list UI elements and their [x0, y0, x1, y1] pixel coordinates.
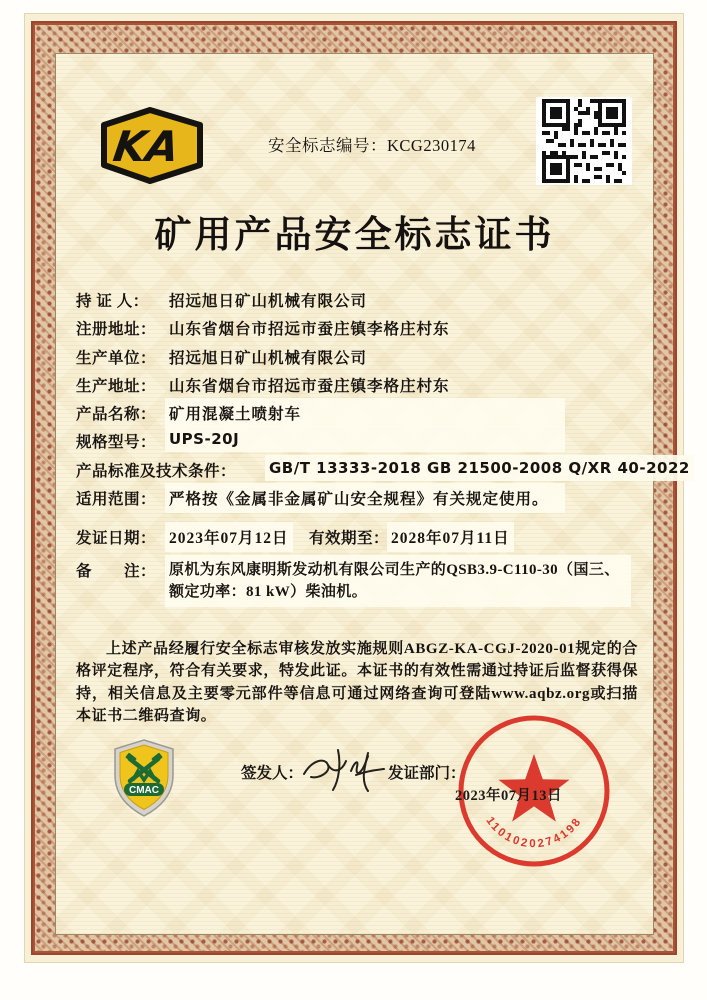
- field-row-model: [56, 430, 653, 454]
- certificate-number-label: 安全标志编号：: [268, 136, 387, 155]
- qr-code: [536, 97, 632, 185]
- field-value: 山东省烟台市招远市蚕庄镇李格庄村东: [169, 321, 450, 338]
- field-label: 持 证 人：: [76, 293, 149, 310]
- field-row-product-name: [56, 402, 653, 426]
- ka-logo-text: KA: [110, 122, 183, 171]
- field-row-reg-address: [56, 317, 653, 341]
- remark-row: [56, 559, 653, 607]
- field-label: 注册地址：: [76, 321, 157, 338]
- field-row-manufacturer: [56, 346, 653, 370]
- field-value: 招远旭日矿山机械有限公司: [169, 293, 368, 310]
- field-value: 严格按《金属非金属矿山安全规程》有关规定使用。: [169, 487, 561, 509]
- remark-label: 备 注：: [76, 563, 157, 580]
- cmac-shield-logo-icon: [111, 738, 177, 818]
- issue-date-label: 发证日期：: [76, 530, 157, 547]
- svg-text:安标国家矿用产品安全标志中心有限公司: [462, 867, 606, 870]
- cmac-logo-text: CMAC: [129, 785, 159, 796]
- field-row-holder: [56, 289, 653, 313]
- field-value: 矿用混凝土喷射车: [169, 402, 561, 424]
- dates-row: [56, 526, 653, 550]
- certificate-title: 矿用产品安全标志证书: [154, 215, 555, 256]
- field-label: 适用范围：: [76, 491, 157, 508]
- certificate-body: [55, 53, 690, 935]
- stamp-organization-text: [462, 867, 606, 870]
- issue-date-value: 2023年07月12日: [169, 526, 289, 548]
- certificate-number-value: KCG230174: [387, 136, 476, 155]
- field-value: 山东省烟台市招远市蚕庄镇李格庄村东: [169, 378, 450, 395]
- field-row-scope: [56, 487, 653, 511]
- field-value: GB/T 13333-2018 GB 21500-2008 Q/XR 40-2022: [269, 459, 690, 477]
- field-value: UPS-20J: [169, 430, 561, 448]
- field-value: 招远旭日矿山机械有限公司: [169, 350, 368, 367]
- ka-mining-safety-logo-icon: [96, 106, 208, 186]
- signer-signature: [298, 744, 390, 798]
- svg-text:1101020274198: [483, 815, 584, 850]
- field-label: 规格型号：: [76, 434, 157, 451]
- valid-until-value: 2028年07月11日: [391, 526, 510, 548]
- field-label: 生产单位：: [76, 350, 157, 367]
- field-row-standards: [56, 459, 690, 483]
- field-row-prod-address: [56, 374, 653, 398]
- field-label: 生产地址：: [76, 378, 157, 395]
- certificate-statement: 上述产品经履行安全标志审核发放实施规则ABGZ-KA-CGJ-2020-01规定的合格评定程序，符合有关要求，特发此证。本证书的有效性需通过持证后监督获得保持，相关信息及主要零元部件等信息可通过网络查询可登陆www.aqbz.org或扫描本证书二维码查询。: [76, 641, 638, 724]
- signer-label: 签发人：: [241, 765, 304, 782]
- stamp-date: 2023年07月13日: [455, 788, 562, 804]
- remark-value: 原机为东风康明斯发动机有限公司生产的QSB3.9-C110-30（国三、额定功率：81 kW）柴油机。: [169, 559, 627, 603]
- field-label: 产品标准及技术条件：: [76, 463, 237, 480]
- valid-until-label: 有效期至：: [309, 530, 390, 547]
- stamp-number-text: 1101020274198: [483, 814, 585, 851]
- issuing-department-label: 发证部门：: [388, 765, 466, 782]
- certificate-number-line: [268, 132, 476, 156]
- field-label: 产品名称：: [76, 406, 157, 423]
